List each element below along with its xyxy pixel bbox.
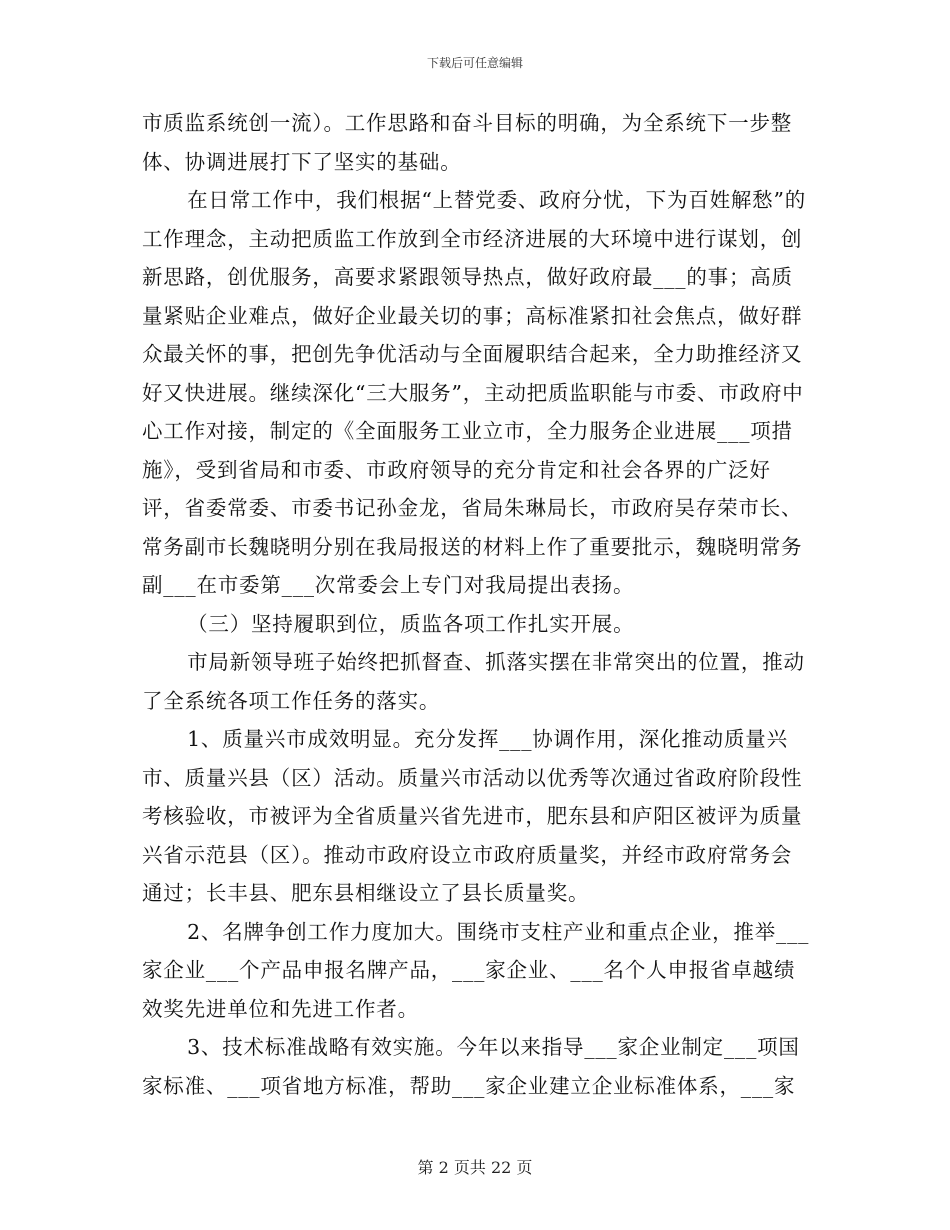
list-item: 1、质量兴市成效明显。充分发挥___协调作用，深化推动质量兴市、质量兴县（区）活动。质量兴市活动以优秀等次通过省政府阶段性考核验收，市被评为全省质量兴省先进市，肥东县和庐阳区被评为质量兴省示范县（区）。推动市政府设立市政府质量奖，并经市政府常务会通过；长丰县、肥东县相继设立了县长质量奖。	[142, 727, 803, 905]
list-item: 3、技术标准战略有效实施。今年以来指导___家企业制定___项国家标准、___项省地方标准，帮助___家企业建立企业标准体系，___家	[142, 1035, 800, 1098]
paragraph: 在日常工作中，我们根据“上替党委、政府分忧，下为百姓解愁”的工作理念，主动把质监工作放到全市经济进展的大环境中进行谋划，创新思路，创优服务，高要求紧跟领导热点，做好政府最___的事；高质量紧贴企业难点，做好企业最关切的事；高标准紧扣社会焦点，做好群众最关怀的事，把创先争优活动与全面履职结合起来，全力助推经济又好又快进展。继续深化“三大服务”，主动把质监职能与市委、市政府中心工作对接，制定的《全面服务工业立市，全力服务企业进展___项措施》，受到省局和市委、市政府领导的充分肯定和社会各界的广泛好评，省委常委、市委书记孙金龙，省局朱琳局长，市政府吴存荣市长、常务副市长魏晓明分别在我局报送的材料上作了重要批示，魏晓明常务副___在市委第___次常委会上专门对我局提出表扬。	[142, 188, 807, 597]
document-body	[142, 104, 810, 1105]
page-footer: 第 2 页共 22 页	[417, 1158, 533, 1177]
page-header: 下载后可任意编辑	[426, 56, 523, 70]
paragraph: 市局新领导班子始终把抓督查、抓落实摆在非常突出的位置，推动了全系统各项工作任务的落实。	[142, 650, 805, 713]
section-heading: （三）坚持履职到位，质监各项工作扎实开展。	[187, 611, 635, 636]
list-item: 2、名牌争创工作力度加大。围绕市支柱产业和重点企业，推举___家企业___个产品申报名牌产品，___家企业、___名个人申报省卓越绩效奖先进单位和先进工作者。	[142, 919, 810, 1021]
paragraph: 市质监系统创一流）。工作思路和奋斗目标的明确，为全系统下一步整体、协调进展打下了坚实的基础。	[142, 111, 793, 174]
